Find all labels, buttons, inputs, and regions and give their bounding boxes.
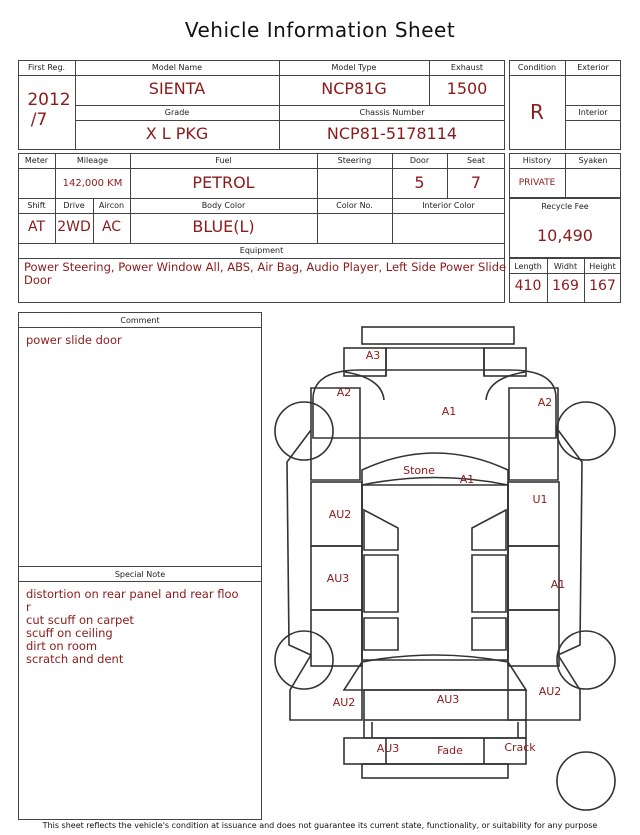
drive-label: Drive (63, 201, 85, 210)
special-note-line: dirt on room (26, 639, 98, 653)
damage-mark-crack: Crack (504, 741, 536, 754)
model-type-label: Model Type (331, 63, 377, 72)
aircon-value: AC (101, 219, 122, 235)
body-color-value: BLUE(L) (192, 217, 255, 236)
seat-label: Seat (466, 156, 486, 165)
meter-label: Meter (24, 156, 49, 165)
damage-mark-a2-right: A2 (537, 396, 553, 409)
door-value: 5 (414, 173, 425, 192)
damage-mark-stone: Stone (403, 464, 435, 477)
damage-mark-a1-right-rear: A1 (550, 578, 566, 591)
comment-label: Comment (120, 316, 160, 325)
condition-label: Condition (517, 63, 557, 72)
interior-label: Interior (578, 108, 608, 117)
fuel-value: PETROL (192, 173, 255, 192)
damage-mark-au3-left-rear: AU3 (326, 572, 350, 585)
first-reg-month: /7 (30, 110, 48, 130)
drive-value: 2WD (57, 219, 91, 235)
steering-label: Steering (337, 156, 372, 165)
car-diagram (270, 318, 630, 818)
damage-mark-u1-right-front: U1 (532, 493, 548, 506)
damage-mark-a1-hood: A1 (441, 405, 457, 418)
equipment-line-2: Door (24, 273, 52, 287)
equipment-line-1: Power Steering, Power Window All, ABS, Air Bag, Audio Player, Left Side Power Slide (24, 260, 507, 274)
recycle-fee-value: 10,490 (537, 226, 593, 245)
page-title: Vehicle Information Sheet (184, 18, 456, 42)
special-note-line: scratch and dent (26, 652, 124, 666)
history-label: History (522, 156, 552, 165)
width-value: 169 (552, 278, 579, 294)
special-note-label: Special Note (114, 570, 166, 579)
history-value: PRIVATE (518, 178, 556, 188)
height-value: 167 (589, 278, 616, 294)
exhaust-value: 1500 (446, 79, 488, 98)
special-note-line: r (26, 600, 31, 614)
shift-value: AT (27, 219, 46, 235)
condition-value: R (530, 100, 544, 124)
model-name-value: SIENTA (148, 79, 206, 98)
damage-mark-au2-right-bottom: AU2 (538, 685, 562, 698)
syaken-label: Syaken (578, 156, 608, 165)
exhaust-label: Exhaust (450, 63, 484, 72)
equipment-label: Equipment (239, 246, 284, 255)
door-label: Door (409, 156, 430, 165)
grade-label: Grade (164, 108, 190, 117)
fuel-label: Fuel (215, 156, 232, 165)
model-type-value: NCP81G (321, 79, 387, 98)
grade-value: X L PKG (145, 124, 209, 143)
mileage-value: 142,000 KM (62, 178, 123, 189)
damage-mark-au3-rear: AU3 (436, 693, 460, 706)
special-note-line: cut scuff on carpet (26, 613, 134, 627)
special-note-list (26, 588, 239, 666)
seat-value: 7 (470, 173, 482, 192)
special-note-line: scuff on ceiling (26, 626, 113, 640)
first-reg-year: 2012 (27, 90, 71, 110)
aircon-label: Aircon (98, 201, 125, 210)
recycle-fee-label: Recycle Fee (541, 202, 589, 211)
interior-color-label: Interior Color (422, 201, 475, 210)
model-name-label: Model Name (151, 63, 203, 72)
chassis-label: Chassis Number (359, 108, 425, 117)
comment-text: power slide door (26, 333, 122, 347)
exterior-label: Exterior (577, 63, 609, 72)
damage-mark-a1-windshield: A1 (459, 473, 475, 486)
damage-mark-fade: Fade (437, 744, 463, 757)
height-label: Height (589, 262, 616, 271)
damage-mark-a3-top: A3 (365, 349, 381, 362)
disclaimer-footer: This sheet reflects the vehicle's condition at issuance and does not guarantee its current state, functionality, or suitability for any purpose (42, 821, 598, 830)
length-value: 410 (514, 278, 542, 294)
body-color-label: Body Color (201, 201, 246, 210)
special-note-line: distortion on rear panel and rear floo (26, 587, 239, 601)
chassis-value: NCP81-5178114 (326, 124, 458, 143)
mileage-label: Mileage (76, 156, 109, 165)
length-label: Length (514, 262, 542, 271)
damage-mark-au3-bumper: AU3 (376, 742, 400, 755)
color-no-label: Color No. (336, 201, 373, 210)
damage-mark-a2-left: A2 (336, 386, 352, 399)
first-reg-label: First Reg. (27, 63, 66, 72)
width-label: Widht (553, 262, 578, 271)
damage-mark-au2-left-bottom: AU2 (332, 696, 356, 709)
shift-label: Shift (27, 201, 46, 210)
damage-mark-au2-left-front: AU2 (328, 508, 352, 521)
